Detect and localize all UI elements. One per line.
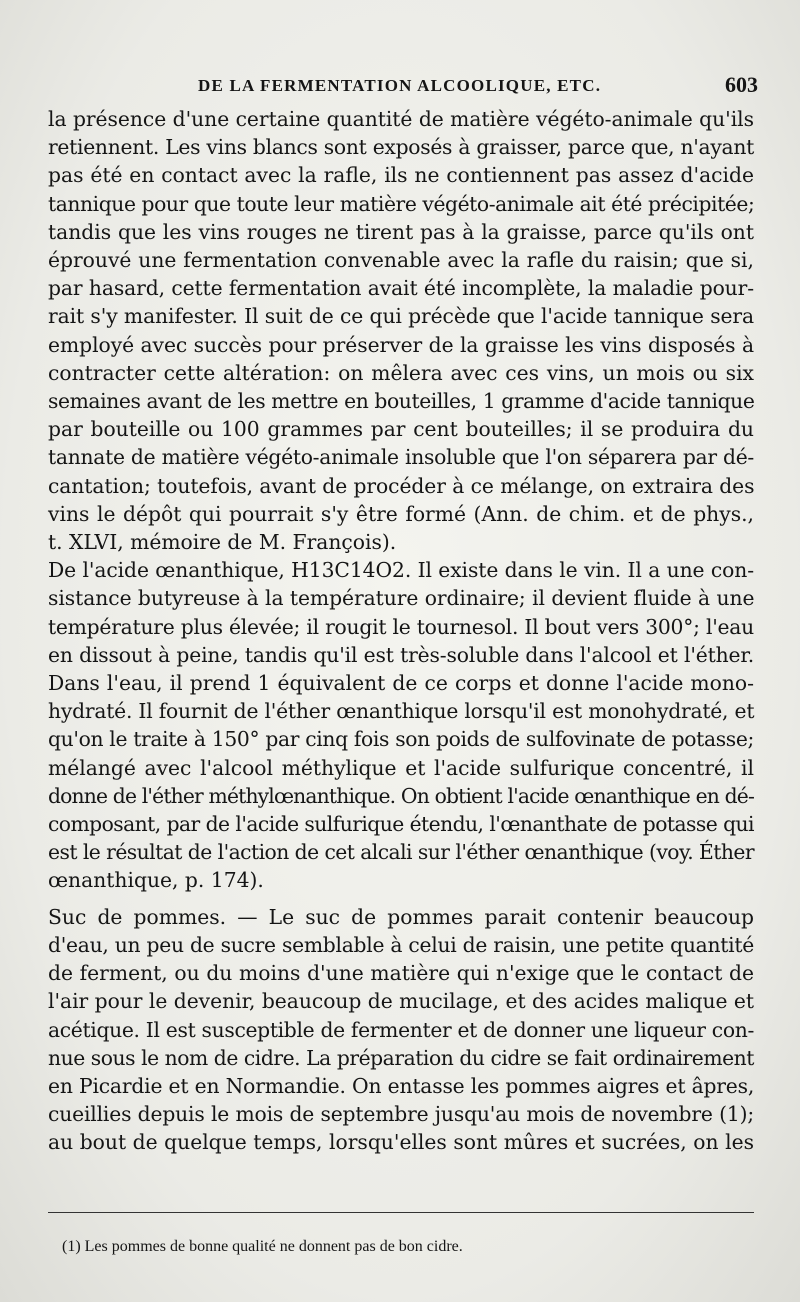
text-line: température plus élevée; il rougit le tournesol. Il bout vers 300°; l'eau	[48, 614, 754, 639]
text-line: éprouvé une fermentation convenable avec la rafle du raisin; que si,	[48, 248, 754, 273]
text-line: acétique. Il est susceptible de fermenter et de donner une liqueur con-	[48, 1017, 754, 1042]
text-line: cueillies depuis le mois de septembre jusqu'au mois de novembre (1);	[48, 1102, 754, 1127]
text-line: œnanthique, p. 174).	[48, 868, 264, 893]
text-line: par hasard, cette fermentation avait été incomplète, la maladie pour-	[48, 276, 754, 301]
running-title: DE LA FERMENTATION ALCOOLIQUE, ETC.	[198, 76, 602, 95]
page-header	[48, 72, 758, 104]
text-line: retiennent. Les vins blancs sont exposés à graisser, parce que, n'ayant	[48, 135, 754, 160]
text-line: t. XLVI, mémoire de M. François).	[48, 530, 397, 555]
text-line: la présence d'une certaine quantité de matière végéto-animale qu'ils	[48, 107, 754, 131]
text-line: tandis que les vins rouges ne tirent pas à la graisse, parce qu'ils ont	[48, 219, 754, 244]
body-text	[48, 105, 754, 1157]
text-line: par bouteille ou 100 grammes par cent bouteilles; il se produira du	[48, 417, 754, 442]
text-line: Suc de pommes. — Le suc de pommes parait contenir beaucoup	[48, 904, 754, 929]
text-line: composant, par de l'acide sulfurique étendu, l'œnanthate de potasse qui	[48, 812, 754, 837]
text-line: tannique pour que toute leur matière végéto-animale ait été précipitée;	[48, 191, 755, 216]
paragraph-tannic-acid	[48, 105, 754, 556]
text-line: employé avec succès pour préserver de la graisse les vins disposés à	[48, 332, 754, 357]
text-line: cantation; toutefois, avant de procéder à ce mélange, on extraira des	[48, 473, 755, 498]
text-line: semaines avant de les mettre en bouteilles, 1 gramme d'acide tannique	[48, 389, 755, 414]
text-line: pas été en contact avec la rafle, ils ne contiennent pas assez d'acide	[48, 163, 754, 188]
text-line: De l'acide œnanthique, H13C14O2. Il existe dans le vin. Il a une con-	[48, 558, 754, 583]
text-line: vins le dépôt qui pourrait s'y être formé (Ann. de chim. et de phys.,	[48, 501, 754, 526]
text-line: de ferment, ou du moins d'une matière qui n'exige que le contact de	[48, 961, 754, 986]
page-number: 603	[725, 72, 758, 97]
text-line: est le résultat de l'action de cet alcali sur l'éther œnanthique (voy. Éther	[48, 840, 755, 865]
footnote-divider	[48, 1212, 754, 1213]
text-line: mélangé avec l'alcool méthylique et l'acide sulfurique concentré, il	[48, 755, 754, 780]
text-line: d'eau, un peu de sucre semblable à celui de raisin, une petite quantité	[48, 932, 754, 957]
text-line: l'air pour le devenir, beaucoup de mucilage, et des acides malique et	[48, 989, 754, 1014]
paragraph-spacer	[48, 895, 754, 903]
footnote: (1) Les pommes de bonne qualité ne donnent pas de bon cidre.	[62, 1238, 463, 1255]
paragraph-oenanthic-acid	[48, 556, 754, 894]
text-line: sistance butyreuse à la température ordinaire; il devient fluide à une	[48, 586, 755, 611]
text-line: hydraté. Il fournit de l'éther œnanthique lorsqu'il est monohydraté, et	[48, 699, 755, 724]
text-line: au bout de quelque temps, lorsqu'elles sont mûres et sucrées, on les	[48, 1130, 754, 1155]
text-line: en dissout à peine, tandis qu'il est très-soluble dans l'alcool et l'éther.	[48, 642, 754, 667]
text-line: tannate de matière végéto-animale insoluble que l'on séparera par dé-	[48, 445, 754, 470]
paragraph-apple-juice	[48, 903, 754, 1157]
text-line: rait s'y manifester. Il suit de ce qui précède que l'acide tannique sera	[48, 304, 754, 329]
text-line: en Picardie et en Normandie. On entasse les pommes aigres et âpres,	[48, 1073, 755, 1098]
text-line: donne de l'éther méthylœnanthique. On obtient l'acide œnanthique en dé-	[48, 783, 754, 808]
text-line: contracter cette altération: on mêlera avec ces vins, un mois ou six	[48, 360, 754, 385]
text-line: nue sous le nom de cidre. La préparation du cidre se fait ordinairement	[48, 1045, 754, 1070]
text-line: Dans l'eau, il prend 1 équivalent de ce corps et donne l'acide mono-	[48, 671, 754, 696]
text-line: qu'on le traite à 150° par cinq fois son poids de sulfovinate de potasse;	[48, 727, 754, 752]
